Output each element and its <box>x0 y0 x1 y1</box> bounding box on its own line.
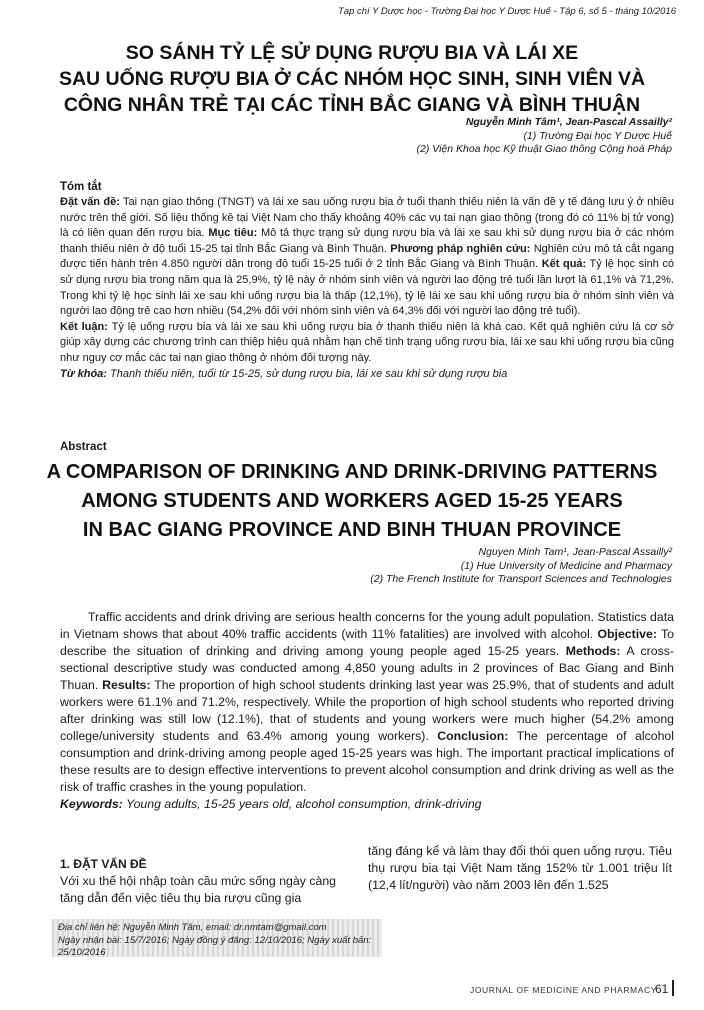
section1-right-column <box>368 843 672 894</box>
vn-text-methods: Nghiên cứu mô tả cắt ngang được tiến hành trên 4.850 người dân trong độ tuổi 15-25 tuổi ở 2 tỉnh Bắc Giang và Bình Thuận. <box>60 242 674 271</box>
en-author-names: Nguyen Minh Tam¹, Jean-Pascal Assailly² <box>478 546 672 558</box>
vn-author-names: Nguyễn Minh Tâm¹, Jean-Pascal Assailly² <box>465 116 672 128</box>
running-header: Tạp chí Y Dược học - Trường Đại học Y Dược Huế - Tập 6, số 5 - tháng 10/2016 <box>337 6 676 17</box>
vn-title-line-1: SO SÁNH TỶ LỆ SỬ DỤNG RƯỢU BIA VÀ LÁI XE <box>125 42 579 64</box>
vn-text-objective: Mô tả thực trạng sử dụng rượu bia và lái xe sau khi sử dụng rượu bia ở các nhóm thanh thiếu niên ở độ tuổi 15-25 tại tỉnh Bắc Giang và Bình Thuận. <box>60 227 674 255</box>
vn-text-results: Tỷ lệ học sinh có sử dụng rượu bia trong năm qua là 25,9%, tỷ lệ này ở nhóm sinh viên và người lao động trẻ tuổi lần lượt là 61,1% và 71,2%. Trong khi tỷ lệ học sinh lái xe sau khi uống rượu bia là thấp (12,1%), tỷ lệ lái xe sau khi uống rượu bia ở nhóm sinh viên và người lao động trẻ cao hơn nhiều (54,2% đối với nhóm sinh viên và 64,3% đối với người lao động trẻ tuổi). <box>60 258 674 318</box>
vn-abstract-heading: Tóm tắt <box>60 181 102 193</box>
en-label-objective: Objective: <box>597 627 657 641</box>
section1-right-text: tăng đáng kể và làm thay đổi thói quen uống rượu. Tiêu thụ rượu bia tại Việt Nam tăng 152% từ 1.001 triệu lít (12,4 lít/người) vào năm 2003 lên đến 1.525 <box>368 844 672 892</box>
en-text-intro: Traffic accidents and drink driving are serious health concerns for the young adult population. Statistics data in Vietnam shows that about 40% traffic accidents (with 11% fatalities) are involved with alcohol. <box>60 610 674 641</box>
page-bar <box>672 980 674 996</box>
journal-name: JOURNAL OF MEDICINE AND PHARMACY <box>470 985 658 995</box>
en-label-results: Results: <box>102 678 151 692</box>
vietnamese-title <box>30 40 674 118</box>
vn-text-keywords: Thanh thiếu niên, tuổi từ 15-25, sử dụng rượu bia, lái xe sau khi sử dụng rượu bia <box>106 367 508 380</box>
en-text-results: The proportion of high school students drinking last year was 25.9%, that of students and adult workers were 61.1% and 71.2%, respectively. While the proportion of high school students who reported driving after drinking was still low (12.1%), that of students and young workers were much higher (54.2% among college/university students and 63.4% among young workers). <box>60 678 675 743</box>
section1-left-span: Với xu thế hội nhập toàn cầu mức sống ngày càng tăng dẫn đến việc tiêu thụ bia rượu cũng gia <box>60 874 336 905</box>
en-label-methods: Methods: <box>565 644 621 658</box>
vn-affiliation-2: (2) Viện Khoa học Kỹ thuật Giao thông Cộng hoà Pháp <box>416 143 672 155</box>
correspondence-box <box>52 919 382 957</box>
en-label-conclusion: Conclusion: <box>437 729 509 743</box>
en-label-keywords: Keywords: <box>60 797 123 811</box>
en-title-line-3: IN BAC GIANG PROVINCE AND BINH THUAN PROVINCE <box>82 519 622 541</box>
en-title-line-2: AMONG STUDENTS AND WORKERS AGED 15-25 YEARS <box>81 490 623 512</box>
vn-label-background: Đặt vấn đề: <box>60 196 120 208</box>
section1-left-text <box>60 873 336 907</box>
en-affiliation-1: (1) Hue University of Medicine and Pharmacy <box>460 559 672 572</box>
english-title <box>30 458 674 545</box>
en-text-objective: To describe the situation of drinking and driving among young people aged 15-25 years. <box>60 627 674 658</box>
vn-label-results: Kết quả: <box>541 258 587 271</box>
english-authors <box>370 546 672 587</box>
contact-line: Địa chỉ liên hệ: Nguyễn Minh Tâm, email: dr.nmtam@gmail.com <box>58 922 327 933</box>
vn-text-conclusion: Tỷ lệ uống rượu bia và lái xe sau khi uống rượu bia ở thanh thiếu niên là khá cao. Kết quả nghiên cứu là cơ sở giúp xây dựng các chương trình can thiệp hiệu quả nhằm hạn chế tình trạng uống rượu bia, lái xe sau khi uống rượu bia cũng như nguy cơ mắc các tai nạn giao thông ở nhóm đối tượng này. <box>60 320 675 364</box>
dates-line: Ngày nhận bài: 15/7/2016; Ngày đồng ý đăng: 12/10/2016; Ngày xuất bản: 25/10/2016 <box>58 934 372 958</box>
en-text-conclusion: The percentage of alcohol consumption and drink-driving among people aged 15-25 years was high. The important practical implications of these results are to design effective interventions to prevent alcohol consumption and drink driving as well as the risk of traffic crashes in the young population. <box>60 729 674 794</box>
vn-label-keywords: Từ khóa: <box>60 367 107 380</box>
en-abstract-body <box>60 609 674 813</box>
section1-left-column <box>60 856 336 907</box>
en-abstract-heading: Abstract <box>60 441 107 453</box>
vn-label-objective: Mục tiêu: <box>208 227 258 240</box>
vn-abstract-body <box>60 195 674 382</box>
en-affiliation-2: (2) The French Institute for Transport Sciences and Technologies <box>370 573 672 585</box>
vn-label-methods: Phương pháp nghiên cứu: <box>390 242 531 255</box>
section1-heading: 1. ĐẶT VẤN ĐỀ <box>60 857 147 871</box>
vn-affiliation-1: (1) Trường Đại học Y Dược Huế <box>523 129 672 142</box>
vn-title-line-2: SAU UỐNG RƯỢU BIA Ở CÁC NHÓM HỌC SINH, SINH VIÊN VÀ <box>58 68 646 90</box>
page-number: 61 <box>655 982 669 996</box>
en-title-line-1: A COMPARISON OF DRINKING AND DRINK-DRIVING PATTERNS <box>46 461 658 483</box>
vn-label-conclusion: Kết luận: <box>60 320 108 333</box>
en-text-methods: A cross-sectional descriptive study was conducted among 4,850 young adults in 2 provinces of Bac Giang and Binh Thuan. <box>60 644 675 692</box>
vietnamese-authors <box>417 116 673 157</box>
vn-text-background: Tai nạn giao thông (TNGT) và lái xe sau uống rượu bia ở tuổi thanh thiếu niên là vấn đề y tế đáng lưu ý ở nhiều nước trên thế giới. Số liệu thống kê tại Việt Nam cho thấy khoảng 40% các vụ tai nạn giao thông (trong đó có 11% bị tử vong) là có liên quan đến rượu bia. <box>60 196 674 240</box>
vn-title-line-3: CÔNG NHÂN TRẺ TẠI CÁC TỈNH BẮC GIANG VÀ BÌNH THUẬN <box>63 94 641 116</box>
en-text-keywords: Young adults, 15-25 years old, alcohol consumption, drink-driving <box>122 797 482 811</box>
